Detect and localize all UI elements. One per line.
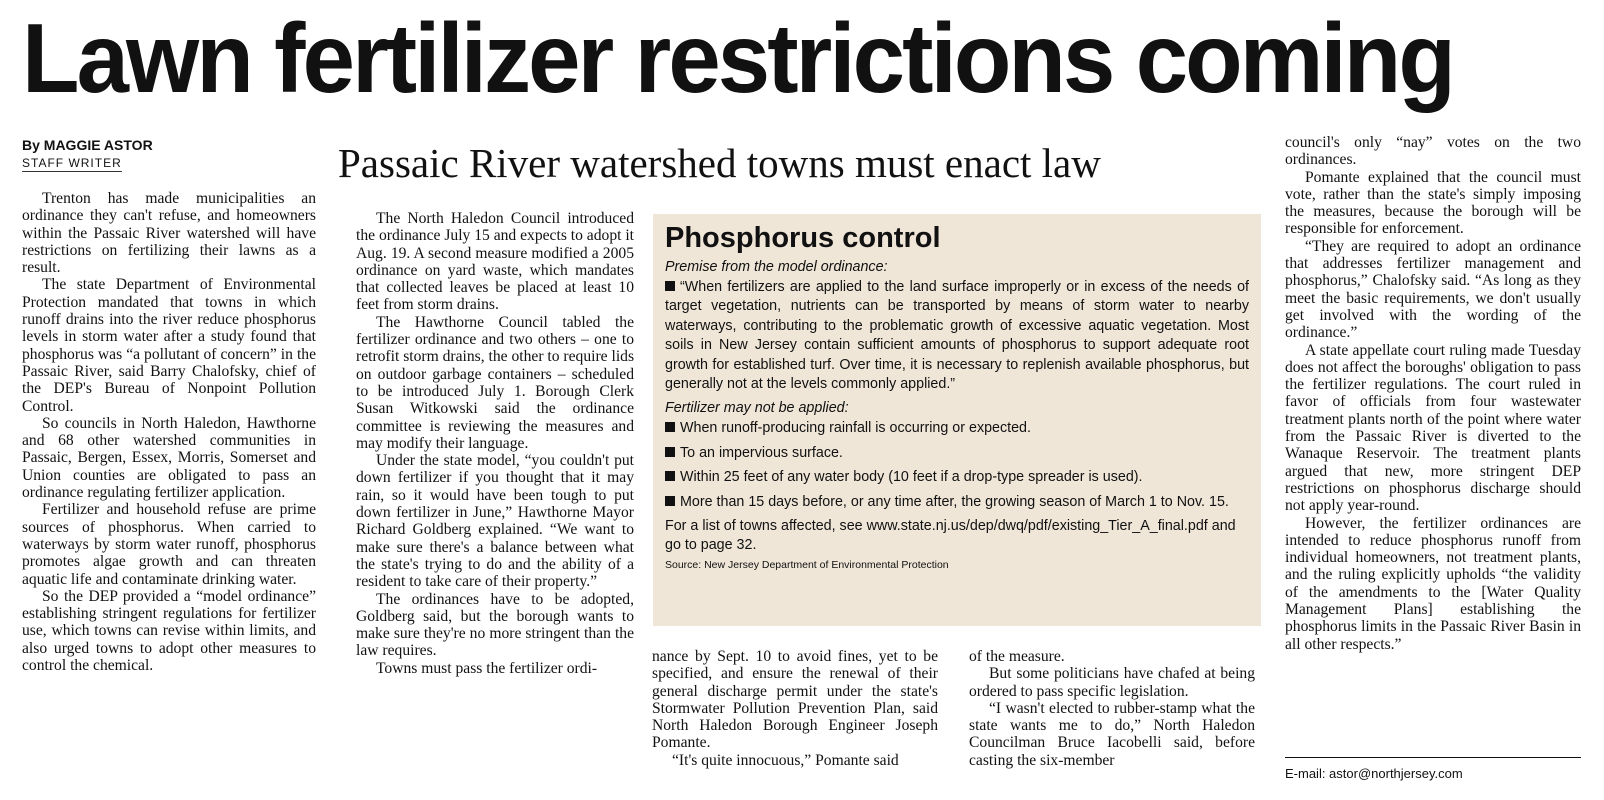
sidebar-premise-label: Premise from the model ordinance: [665,259,888,275]
bullet-square-icon [665,281,675,291]
article-column-5 [1285,134,1581,653]
sidebar-restriction-text: More than 15 days before, or any time after, the growing season of March 1 to Nov. 15. [680,493,1229,510]
paragraph: The ordinances have to be adopted, Goldberg said, but the borough wants to make sure they're no more stringent than the law requires. [356,590,634,660]
article-column-3 [652,648,938,769]
paragraph: “It's quite innocuous,” Pomante said [672,751,899,769]
sidebar-restriction [665,444,1249,463]
paragraph: Trenton has made municipalities an ordinance they can't refuse, and homeowners within the Passaic River watershed will have restrictions on fertilizing their lawns as a result. [22,190,316,277]
bullet-square-icon [665,471,675,481]
sidebar-restrictions-label: Fertilizer may not be applied: [665,400,849,417]
bullet-square-icon [665,496,675,506]
paragraph: Towns must pass the fertilizer ordi- [376,659,598,677]
sidebar-premise-text: “When fertilizers are applied to the land surface improperly or in excess of the needs of target vegetation, nutrients can be transported by means of storm water to nearby waterways, contributing to the problematic growth of excessive aquatic vegetation. Most soils in New Jersey contain sufficient amounts of phosphorus to support adequate root growth for established turf. Over time, it is necessary to replenish available phosphorus, but generally not at the levels commonly applied.” [665,279,1249,393]
paragraph: However, the fertilizer ordinances are intended to reduce phosphorus runoff from individual homeowners, not treatment plants, and the ruling explicitly upholds “the validity of the amendments to the [Water Quality Management Plans] establishing the phosphorus limits in the Passaic River Basin in all other respects.” [1285,514,1581,653]
paragraph: “They are required to adopt an ordinance that addresses fertilizer management and phosphorus,” Chalofsky said. “As long as they meet the basic requirements, we don't usually get involved with the wording of the ordinance.” [1285,237,1581,342]
sidebar-premise [665,278,1249,394]
paragraph: of the measure. [969,648,1065,665]
sidebar-title: Phosphorus control [665,222,941,254]
subheadline: Passaic River watershed towns must enact law [338,140,1101,186]
bullet-square-icon [665,447,675,457]
article-column-1 [22,190,316,674]
sidebar-link-text: For a list of towns affected, see www.state.nj.us/dep/dwq/pdf/existing_Tier_A_final.pdf and go to page 32. [665,518,1236,554]
bullet-square-icon [665,422,675,432]
author-email: E-mail: astor@northjersey.com [1285,757,1581,781]
paragraph: The Hawthorne Council tabled the fertilizer ordinance and two others – one to retrofit storm drains, the other to require lids on outdoor garbage containers – scheduled to be introduced July 1. Borough Clerk Susan Witkowski said the ordinance committee is reviewing the measures and may modify their language. [356,313,635,452]
paragraph: Fertilizer and household refuse are prime sources of phosphorus. When carried to waterways by storm water runoff, phosphorus promotes algae growth and can threaten aquatic life and contaminate drinking water. [22,501,316,588]
sidebar-restriction [665,419,1249,438]
sidebar-restriction-text: When runoff-producing rainfall is occurring or expected. [680,420,1031,437]
paragraph: So councils in North Haledon, Hawthorne and 68 other watershed communities in Passaic, Bergen, Essex, Morris, Somerset and Union counties are obligated to pass an ordinance regulating fertilizer application. [22,414,316,502]
byline [22,136,322,172]
sidebar-source: Source: New Jersey Department of Environmental Protection [665,558,949,571]
paragraph: “I wasn't elected to rubber-stamp what the state wants me to do,” North Haledon Councilman Bruce Iacobelli said, before casting the six-member [969,699,1255,769]
paragraph: The North Haledon Council introduced the ordinance July 15 and expects to adopt it Aug. 19. A second measure modified a 2005 ordinance on yard waste, which mandates that collected leaves be placed at least 10 feet from storm drains. [356,210,635,314]
headline: Lawn fertilizer restrictions coming [22,3,1453,113]
sidebar-restriction [665,493,1249,512]
paragraph: Pomante explained that the council must vote, rather than the state's simply imposing the measures, because the borough will be responsible for enforcement. [1285,168,1581,238]
paragraph: But some politicians have chafed at being ordered to pass specific legislation. [969,665,1255,700]
paragraph: council's only “nay” votes on the two ordinances. [1285,134,1581,169]
paragraph: Under the state model, “you couldn't put down fertilizer if you thought that it may rain, so it would have been tough to put down fertilizer in June,” Hawthorne Mayor Richard Goldberg explained. “We want to make sure there's a balance between what the state's trying to do and the ability of a resident to take care of their property.” [356,452,634,591]
article-column-4 [969,648,1255,769]
paragraph: nance by Sept. 10 to avoid fines, yet to be specified, and ensure the renewal of their general discharge permit under the state's Stormwater Pollution Prevention Plan, said North Haledon Borough Engineer Joseph Pomante. [652,648,938,752]
byline-author: By MAGGIE ASTOR [22,137,153,153]
paragraph: A state appellate court ruling made Tuesday does not affect the boroughs' obligation to pass the fertilizer regulations. The court ruled in favor of officials from four wastewater treatment plants north of the point where water from the Passaic River is diverted to the Wanaque Reservoir. The treatment plants argued that new, more stringent DEP restrictions on phosphorus discharge should not apply year-round. [1285,341,1581,515]
sidebar-restriction [665,468,1249,487]
sidebar-restriction-text: Within 25 feet of any water body (10 feet if a drop-type spreader is used). [680,469,1143,486]
phosphorus-sidebar-box [653,214,1261,626]
byline-role: STAFF WRITER [22,156,122,170]
paragraph: The state Department of Environmental Protection mandated that towns in which runoff drains into the river reduce phosphorus levels in storm water after a study found that phosphorus was “a pollutant of concern” in the Passaic River, said Barry Chalofsky, chief of the DEP's Bureau of Nonpoint Pollution Control. [22,276,316,415]
article-column-2 [356,210,634,677]
sidebar-restriction-text: To an impervious surface. [680,444,843,461]
paragraph: So the DEP provided a “model ordinance” establishing stringent regulations for fertilizer use, which towns can revise within limits, and also urged towns to adopt other measures to control the chemical. [22,587,316,675]
